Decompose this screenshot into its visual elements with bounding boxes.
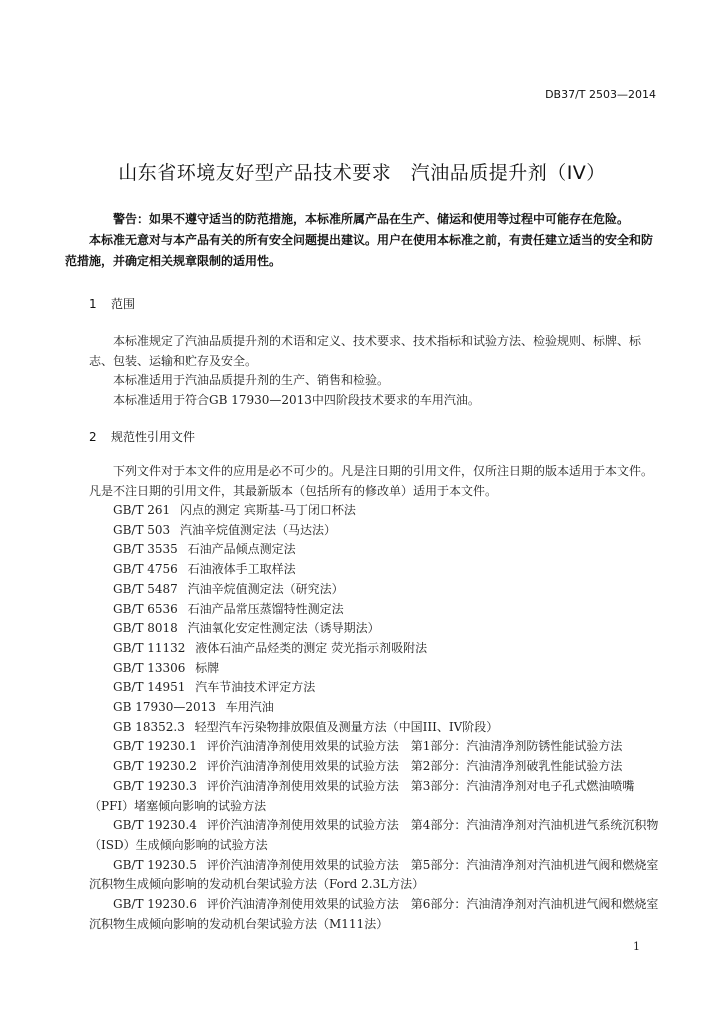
reference-title: 车用汽油 [225, 700, 274, 715]
reference-title: 汽油辛烷值测定法（研究法） [187, 581, 344, 596]
paragraph: 下列文件对于本文件的应用是必不可少的。凡是注日期的引用文件，仅所注日期的版本适用于本文件。凡是不注日期的引用文件，其最新版本（包括所有的修改单）适用于本文件。 [89, 464, 654, 498]
reference-code: GB/T 503 [113, 522, 171, 537]
warning-line-1: 警告：如果不遵守适当的防范措施，本标准所属产品在生产、储运和使用等过程中可能存在危险。 [113, 212, 630, 226]
reference-title: 液体石油产品烃类的测定 荧光指示剂吸附法 [195, 640, 428, 655]
paragraph: 本标准适用于汽油品质提升剂的生产、销售和检验。 [113, 373, 390, 388]
reference-title: 石油产品倾点测定法 [187, 542, 296, 557]
reference-code: GB/T 261 [113, 503, 171, 517]
reference-code: GB/T 19230.3 [113, 778, 197, 793]
section-title: 规范性引用文件 [111, 430, 196, 444]
document-title: 山东省环境友好型产品技术要求 汽油品质提升剂（IV） [118, 162, 606, 184]
reference-code: GB 17930—2013 [113, 700, 216, 715]
reference-item [89, 659, 662, 679]
paragraph: 本标准适用于符合GB 17930—2013中四阶段技术要求的车用汽油。 [113, 393, 480, 408]
reference-item [89, 619, 662, 639]
reference-code: GB/T 13306 [113, 660, 186, 675]
reference-title: 汽油氧化安定性测定法（诱导期法） [187, 621, 380, 636]
warning-line-2: 本标准无意对与本产品有关的所有安全问题提出建议。用户在使用本标准之前，有责任建立适当的安全和防范措施，并确定相关规章限制的适用性。 [65, 233, 654, 268]
reference-code: GB/T 8018 [113, 621, 178, 636]
section-number: 1 [89, 297, 97, 311]
standard-code: DB37/T 2503—2014 [545, 88, 656, 101]
reference-code: GB 18352.3 [113, 719, 185, 734]
section-2-body [89, 462, 662, 501]
section-title: 范围 [111, 297, 136, 311]
reference-title: 石油产品常压蒸馏特性测定法 [187, 601, 344, 616]
reference-title: 评价汽油清净剂使用效果的试验方法 第6部分：汽油清净剂对汽油机进气阀和燃烧室沉积物生成倾向影响的发动机台架试验方法（M111法） [89, 897, 659, 931]
reference-title: 评价汽油清净剂使用效果的试验方法 第2部分：汽油清净剂破乳性能试验方法 [206, 759, 623, 774]
reference-title: 评价汽油清净剂使用效果的试验方法 第3部分：汽油清净剂对电子孔式燃油喷嘴（PFI）堵塞倾向影响的试验方法 [89, 778, 635, 813]
reference-item [89, 698, 662, 718]
reference-title: 评价汽油清净剂使用效果的试验方法 第5部分：汽油清净剂对汽油机进气阀和燃烧室沉积物生成倾向影响的发动机台架试验方法（Ford 2.3L方法） [89, 857, 659, 892]
reference-code: GB/T 19230.2 [113, 759, 197, 774]
reference-code: GB/T 19230.4 [113, 818, 197, 833]
reference-title: 石油液体手工取样法 [187, 562, 296, 577]
reference-code: GB/T 5487 [113, 581, 178, 596]
reference-item [89, 540, 662, 560]
reference-item [89, 718, 662, 738]
paragraph: 本标准规定了汽油品质提升剂的术语和定义、技术要求、技术指标和试验方法、检验规则、标牌、标志、包装、运输和贮存及安全。 [89, 334, 642, 368]
reference-item [89, 521, 662, 541]
reference-code: GB/T 19230.6 [113, 897, 197, 912]
page-number: 1 [633, 940, 640, 953]
section-1-heading [89, 295, 135, 312]
reference-item [89, 816, 662, 855]
reference-code: GB/T 19230.5 [113, 857, 197, 872]
reference-code: GB/T 14951 [113, 680, 186, 695]
warning-notice [65, 209, 662, 272]
section-number: 2 [89, 430, 97, 444]
reference-item [89, 757, 662, 777]
reference-title: 评价汽油清净剂使用效果的试验方法 第4部分：汽油清净剂对汽油机进气系统沉积物（ISD）生成倾向影响的试验方法 [89, 818, 659, 852]
reference-item [89, 580, 662, 600]
reference-item [89, 856, 662, 895]
reference-code: GB/T 19230.1 [113, 739, 197, 754]
reference-title: 轻型汽车污染物排放限值及测量方法（中国III、IV阶段） [194, 719, 499, 734]
reference-title: 汽油辛烷值测定法（马达法） [180, 522, 337, 537]
reference-code: GB/T 6536 [113, 601, 178, 616]
section-1-body [89, 332, 662, 411]
reference-item [89, 600, 662, 620]
reference-list [89, 501, 662, 934]
reference-code: GB/T 3535 [113, 542, 178, 557]
reference-code: GB/T 4756 [113, 562, 178, 577]
reference-item [89, 737, 662, 757]
reference-title: 闪点的测定 宾斯基-马丁闭口杯法 [180, 503, 356, 517]
reference-title: 汽车节油技术评定方法 [195, 680, 316, 695]
reference-item [89, 560, 662, 580]
section-2-heading [89, 428, 195, 445]
reference-item [89, 895, 662, 934]
reference-code: GB/T 11132 [113, 640, 186, 655]
reference-title: 评价汽油清净剂使用效果的试验方法 第1部分：汽油清净剂防锈性能试验方法 [206, 739, 623, 754]
reference-item [89, 501, 662, 521]
reference-title: 标牌 [195, 660, 220, 675]
reference-item [89, 777, 662, 816]
reference-item [89, 678, 662, 698]
reference-item [89, 639, 662, 659]
